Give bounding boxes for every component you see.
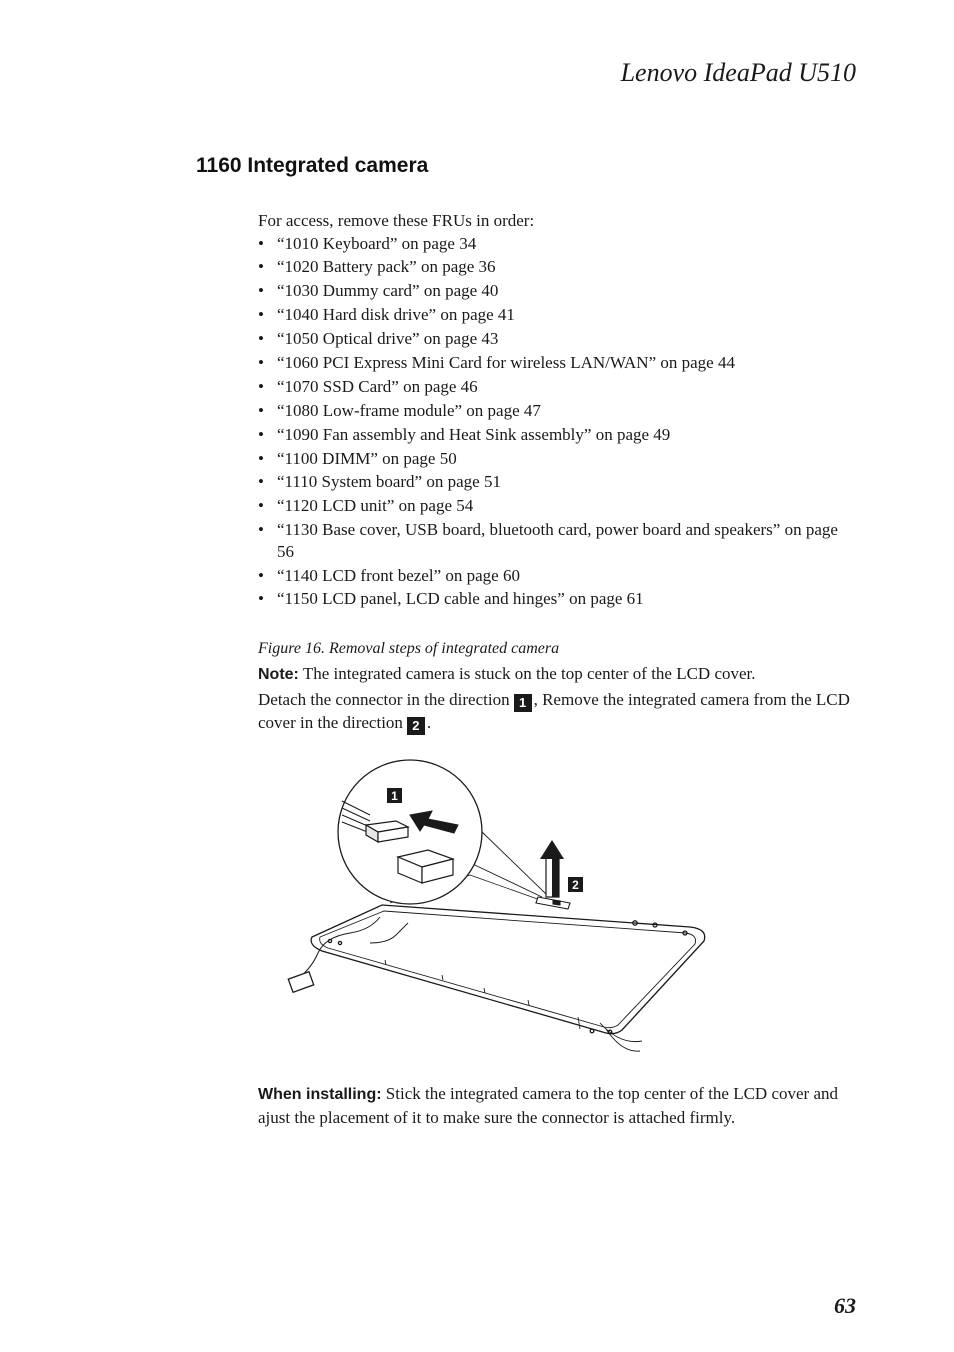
fru-link[interactable]: “1070 SSD Card” on page 46	[277, 376, 478, 396]
section-title: 1160 Integrated camera	[196, 154, 429, 177]
list-item: • “1040 Hard disk drive” on page 41	[258, 305, 515, 325]
instruction-text: , Remove the integrated camera from the LCD cover in the direction	[258, 690, 850, 733]
fru-link[interactable]: “1090 Fan assembly and Heat Sink assembly” on page 49	[277, 424, 671, 444]
list-item: • “1090 Fan assembly and Heat Sink assembly” on page 49	[258, 424, 671, 444]
fru-link[interactable]: “1110 System board” on page 51	[277, 472, 501, 492]
fru-link[interactable]: “1130 Base cover, USB board, bluetooth card, power board and speakers” on page 56	[277, 520, 838, 561]
list-item: • “1020 Battery pack” on page 36	[258, 257, 496, 277]
fru-link[interactable]: “1030 Dummy card” on page 40	[277, 281, 499, 301]
step-2-label: 2	[572, 878, 579, 892]
installation-note	[258, 1083, 858, 1129]
fru-link[interactable]: “1050 Optical drive” on page 43	[277, 329, 499, 349]
fru-link[interactable]: “1060 PCI Express Mini Card for wireless LAN/WAN” on page 44	[277, 352, 735, 372]
page-number: 63	[834, 1293, 856, 1318]
lcd-cover	[288, 875, 704, 1051]
list-item: • “1050 Optical drive” on page 43	[258, 329, 499, 349]
list-item: • “1070 SSD Card” on page 46	[258, 376, 478, 396]
note-label: Note:	[258, 665, 299, 683]
note	[258, 662, 858, 687]
list-item: • “1080 Low-frame module” on page 47	[258, 400, 541, 420]
fru-link[interactable]: “1080 Low-frame module” on page 47	[277, 400, 541, 420]
step-2-arrow	[540, 840, 564, 897]
figure-caption: Figure 16. Removal steps of integrated camera	[258, 639, 560, 657]
instruction-text: Detach the connector in the direction	[258, 690, 510, 710]
installing-text: Stick the integrated camera to the top center of the LCD cover and ajust the placement of it to make sure the connector is attached firmly.	[258, 1084, 839, 1127]
main-content	[258, 209, 858, 735]
fru-link[interactable]: “1120 LCD unit” on page 54	[277, 496, 474, 516]
running-head: Lenovo IdeaPad U510	[620, 58, 856, 87]
fru-link[interactable]: “1040 Hard disk drive” on page 41	[277, 305, 515, 325]
camera-module	[536, 897, 570, 909]
list-item: • “1010 Keyboard” on page 34	[258, 233, 477, 253]
instruction-text: .	[426, 713, 432, 733]
list-item: • “1130 Base cover, USB board, bluetooth card, power board and speakers” on page 56	[258, 520, 838, 561]
list-item: • “1140 LCD front bezel” on page 60	[258, 565, 520, 585]
list-item: • “1060 PCI Express Mini Card for wireless LAN/WAN” on page 44	[258, 352, 735, 372]
installing-label: When installing:	[258, 1086, 382, 1103]
list-item: • “1100 DIMM” on page 50	[258, 448, 457, 468]
note-text: The integrated camera is stuck on the top center of the LCD cover.	[298, 663, 756, 683]
fru-list	[258, 233, 858, 610]
list-item: • “1110 System board” on page 51	[258, 472, 501, 492]
fru-link[interactable]: “1100 DIMM” on page 50	[277, 448, 457, 468]
camera-removal-illustration	[270, 755, 720, 1065]
list-item: • “1030 Dummy card” on page 40	[258, 281, 499, 301]
list-item: • “1120 LCD unit” on page 54	[258, 496, 474, 516]
fru-link[interactable]: “1150 LCD panel, LCD cable and hinges” on page 61	[277, 589, 644, 609]
instruction	[258, 689, 858, 735]
step-1-badge: 1	[514, 694, 532, 712]
list-item: • “1150 LCD panel, LCD cable and hinges” on page 61	[258, 589, 644, 609]
step-2-badge: 2	[407, 717, 425, 735]
intro-text: For access, remove these FRUs in order:	[258, 211, 535, 230]
fru-link[interactable]: “1010 Keyboard” on page 34	[277, 233, 477, 253]
magnified-detail	[338, 760, 482, 904]
fru-link[interactable]: “1020 Battery pack” on page 36	[277, 257, 496, 277]
step-1-label: 1	[391, 789, 398, 803]
fru-link[interactable]: “1140 LCD front bezel” on page 60	[277, 565, 520, 585]
